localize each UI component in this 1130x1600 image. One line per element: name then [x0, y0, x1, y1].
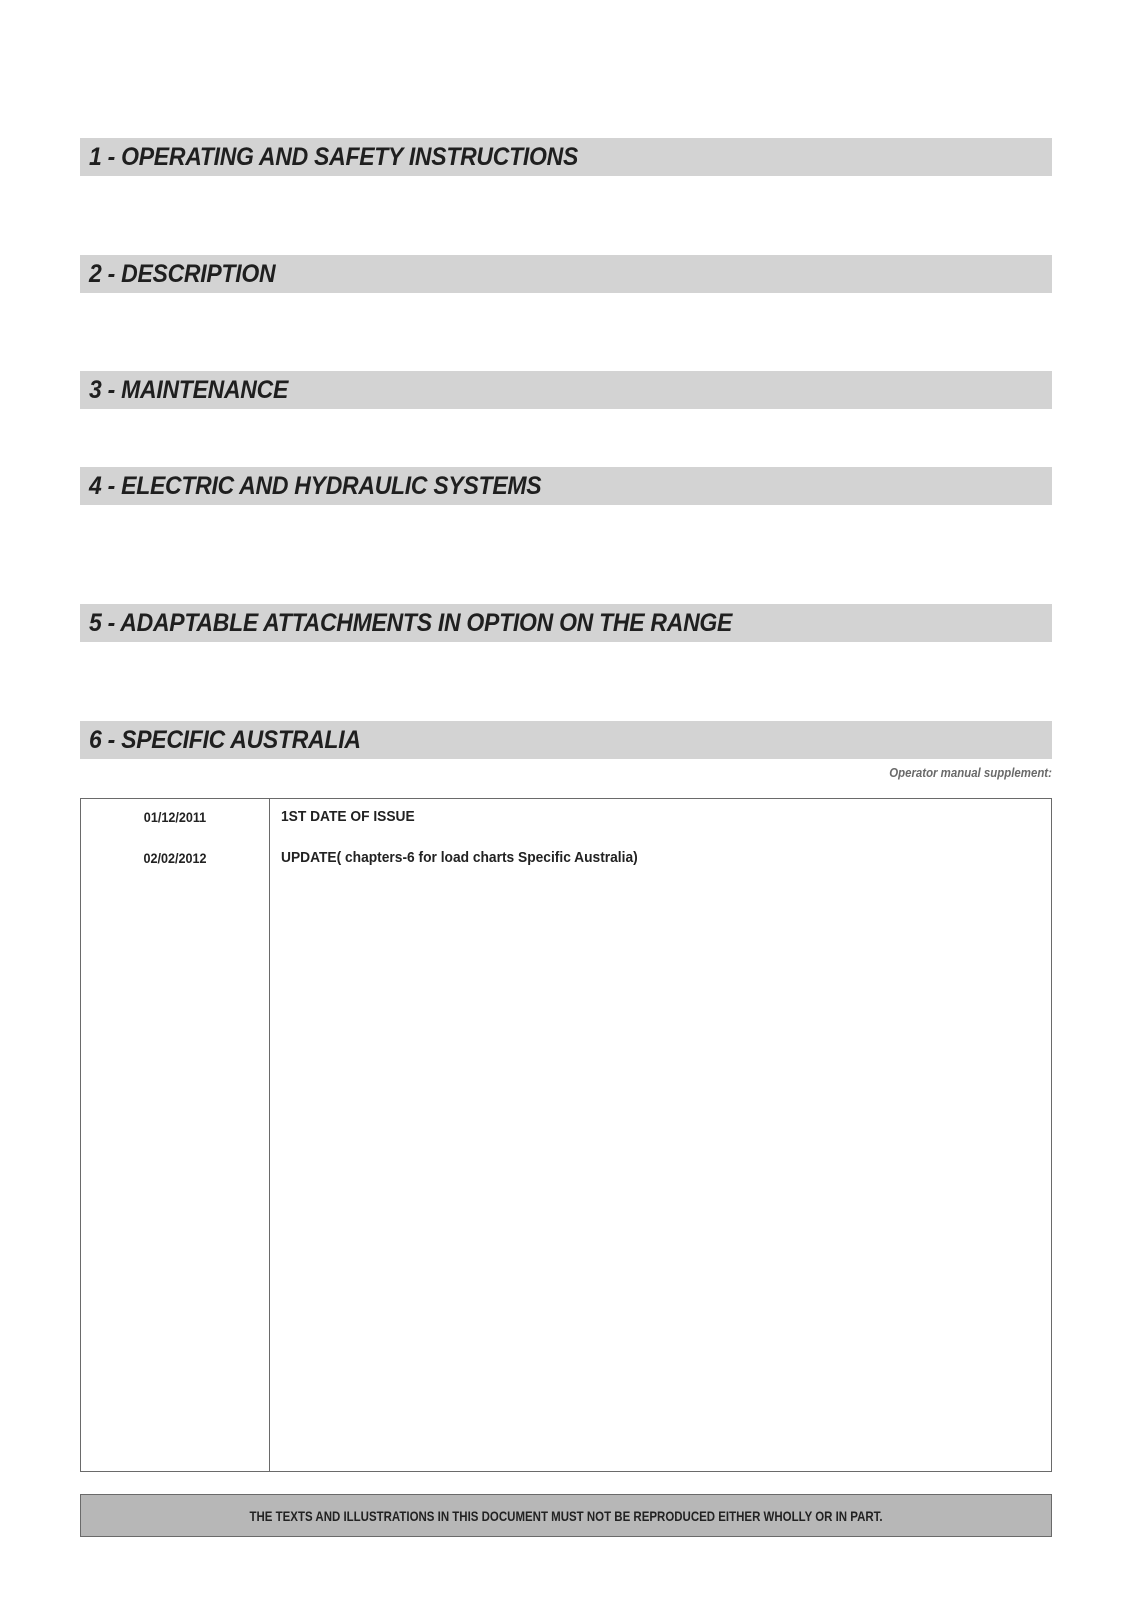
- copyright-notice: THE TEXTS AND ILLUSTRATIONS IN THIS DOCUMENT MUST NOT BE REPRODUCED EITHER WHOLLY OR IN PART.: [249, 1507, 883, 1524]
- revision-date: 01/12/2011: [143, 809, 207, 825]
- section-title: 3 - MAINTENANCE: [89, 375, 289, 404]
- revision-table: [80, 798, 1052, 1472]
- revision-description: 1ST DATE OF ISSUE: [281, 809, 415, 825]
- section-heading-2: [80, 255, 1052, 293]
- revision-row: [81, 809, 1051, 829]
- section-heading-1: [80, 138, 1052, 176]
- section-heading-4: [80, 467, 1052, 505]
- column-divider: [269, 799, 270, 1471]
- section-title: 1 - OPERATING AND SAFETY INSTRUCTIONS: [89, 142, 579, 171]
- section-title: 5 - ADAPTABLE ATTACHMENTS IN OPTION ON THE RANGE: [89, 608, 733, 637]
- section-heading-3: [80, 371, 1052, 409]
- section-title: 2 - DESCRIPTION: [89, 259, 276, 288]
- copyright-notice-bar: [80, 1494, 1052, 1537]
- section-heading-6: [80, 721, 1052, 759]
- section-heading-5: [80, 604, 1052, 642]
- revision-row: [81, 850, 1051, 870]
- revision-description: UPDATE( chapters-6 for load charts Specific Australia): [281, 850, 638, 866]
- section-title: 6 - SPECIFIC AUSTRALIA: [89, 725, 361, 754]
- supplement-label: Operator manual supplement:: [889, 765, 1052, 780]
- section-title: 4 - ELECTRIC AND HYDRAULIC SYSTEMS: [89, 471, 542, 500]
- revision-date: 02/02/2012: [143, 850, 207, 866]
